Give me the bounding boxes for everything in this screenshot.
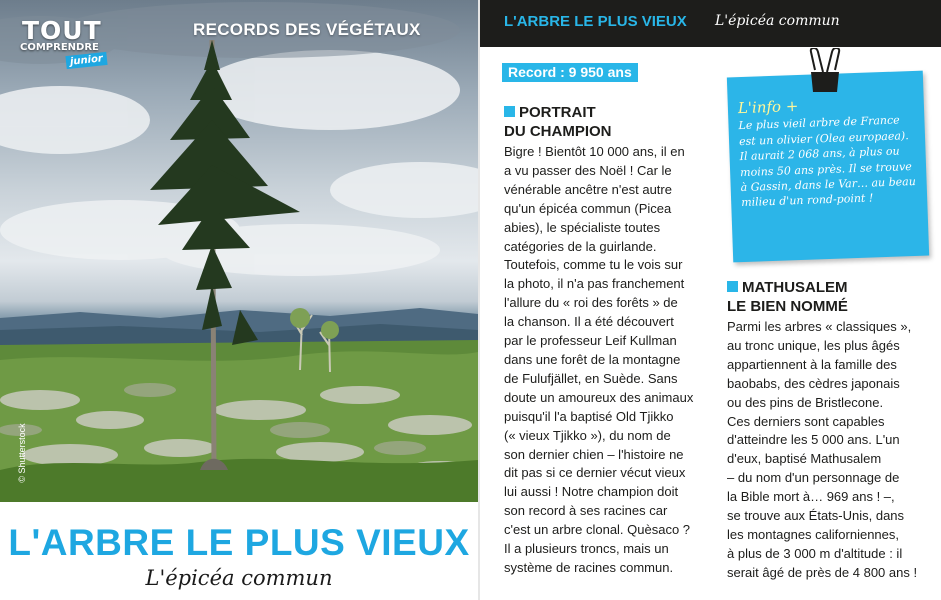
text-line: système de racines commun.: [504, 559, 674, 575]
heading-line: PORTRAIT: [519, 104, 596, 121]
photo-credit: © Shutterstock: [17, 423, 27, 483]
record-badge: Record : 9 950 ans: [502, 63, 638, 82]
text-line: a vu passer des Noël ! Car le: [504, 162, 672, 178]
logo-line-1: TOUT: [22, 16, 102, 45]
text-line: se trouve aux États-Unis, dans: [727, 508, 905, 524]
heading-line: LE BIEN NOMMÉ: [727, 298, 848, 315]
text-line: abies), le spécialiste toutes: [504, 219, 661, 235]
right-page: [480, 0, 941, 600]
binder-clip-icon: [805, 48, 845, 98]
header-title: L'ARBRE LE PLUS VIEUX: [504, 13, 687, 30]
text-line: la photo, il n'a pas franchement: [504, 276, 685, 292]
text-line: Le plus vieil arbre de France: [738, 113, 900, 133]
text-line: appartiennent à la famille des: [727, 356, 897, 372]
main-subtitle: L'épicéa commun: [145, 566, 333, 590]
text-line: doute un amoureux des animaux: [504, 389, 694, 405]
text-line: – du nom d'un personnage de: [727, 470, 900, 486]
spruce-photo: [0, 0, 478, 502]
text-line: d'atteindre les 5 000 ans. L'un: [727, 432, 900, 448]
text-line: la Bible mort à… 969 ans ! –,: [727, 489, 895, 505]
section-header: RECORDS DES VÉGÉTAUX: [193, 20, 421, 39]
text-line: par le professeur Leif Kullman: [504, 333, 677, 349]
heading-line: MATHUSALEM: [742, 279, 848, 296]
info-note-body: [738, 95, 922, 211]
page-header-bar: [480, 0, 941, 47]
section-heading-portrait: [504, 103, 612, 141]
text-line: qu'un épicéa commun (Picea: [504, 200, 672, 216]
body-text-portrait: [504, 143, 714, 578]
text-line: ou des pins de Bristlecone.: [727, 394, 884, 410]
section-heading-mathusalem: [727, 278, 848, 316]
heading-line: DU CHAMPION: [504, 123, 612, 140]
text-line: son record à ses racines car: [504, 503, 668, 519]
text-line: (« vieux Tjikko »), du nom de: [504, 427, 671, 443]
text-line: à plus de 3 000 m d'altitude : il: [727, 545, 903, 561]
logo-line-2: COMPRENDRE: [20, 42, 99, 53]
bullet-square-icon: [504, 106, 515, 117]
text-line: dans une forêt de la montagne: [504, 351, 681, 367]
logo-line-3: junior: [65, 52, 107, 69]
text-line: à Gassin, dans le Var… au beau: [740, 174, 917, 195]
info-note: [727, 71, 929, 263]
text-line: lui aussi ! Notre champion doit: [504, 484, 679, 500]
text-line: au tronc unique, les plus âgés: [727, 337, 900, 353]
magazine-logo: [20, 16, 112, 72]
text-line: Il aurait 2 068 ans, à plus ou: [739, 144, 900, 164]
body-text-mathusalem: [727, 318, 937, 583]
text-line: l'allure du « roi des forêts » de: [504, 295, 678, 311]
main-title: L'ARBRE LE PLUS VIEUX: [8, 522, 470, 563]
info-note-title: L'info +: [737, 97, 799, 118]
text-line: serait âgé de près de 4 800 ans !: [727, 564, 918, 580]
text-line: catégories de la guirlande.: [504, 238, 657, 254]
text-line: moins 50 ans près. Il se trouve: [739, 159, 912, 179]
text-line: vénérable ancêtre n'est autre: [504, 181, 672, 197]
text-line: puisqu'il l'a baptisé Old Tjikko: [504, 408, 674, 424]
text-line: dit pas si ce dernier vécut vieux: [504, 465, 686, 481]
text-line: Toutefois, comme tu le vois sur: [504, 257, 683, 273]
landscape-illustration: [0, 0, 478, 502]
text-line: c'est un arbre clonal. Quèsaco ?: [504, 522, 691, 538]
bullet-square-icon: [727, 281, 738, 292]
text-line: Bigre ! Bientôt 10 000 ans, il en: [504, 144, 685, 159]
text-line: la chanson. Il a été découvert: [504, 314, 674, 330]
header-subtitle: L'épicéa commun: [715, 13, 840, 29]
text-line: est un olivier (Olea europaea).: [738, 128, 909, 148]
text-line: baobabs, des cèdres japonais: [727, 375, 900, 391]
text-line: les montagnes californiennes,: [727, 526, 899, 542]
text-line: de Fulufjället, en Suède. Sans: [504, 370, 678, 386]
text-line: d'eux, baptisé Mathusalem: [727, 451, 882, 467]
text-line: Il a plusieurs troncs, mais un: [504, 541, 669, 557]
text-line: Ces derniers sont capables: [727, 413, 885, 429]
text-line: milieu d'un rond-point !: [740, 191, 874, 210]
text-line: Parmi les arbres « classiques »,: [727, 319, 912, 334]
text-line: son dernier chien – l'histoire ne: [504, 446, 684, 462]
